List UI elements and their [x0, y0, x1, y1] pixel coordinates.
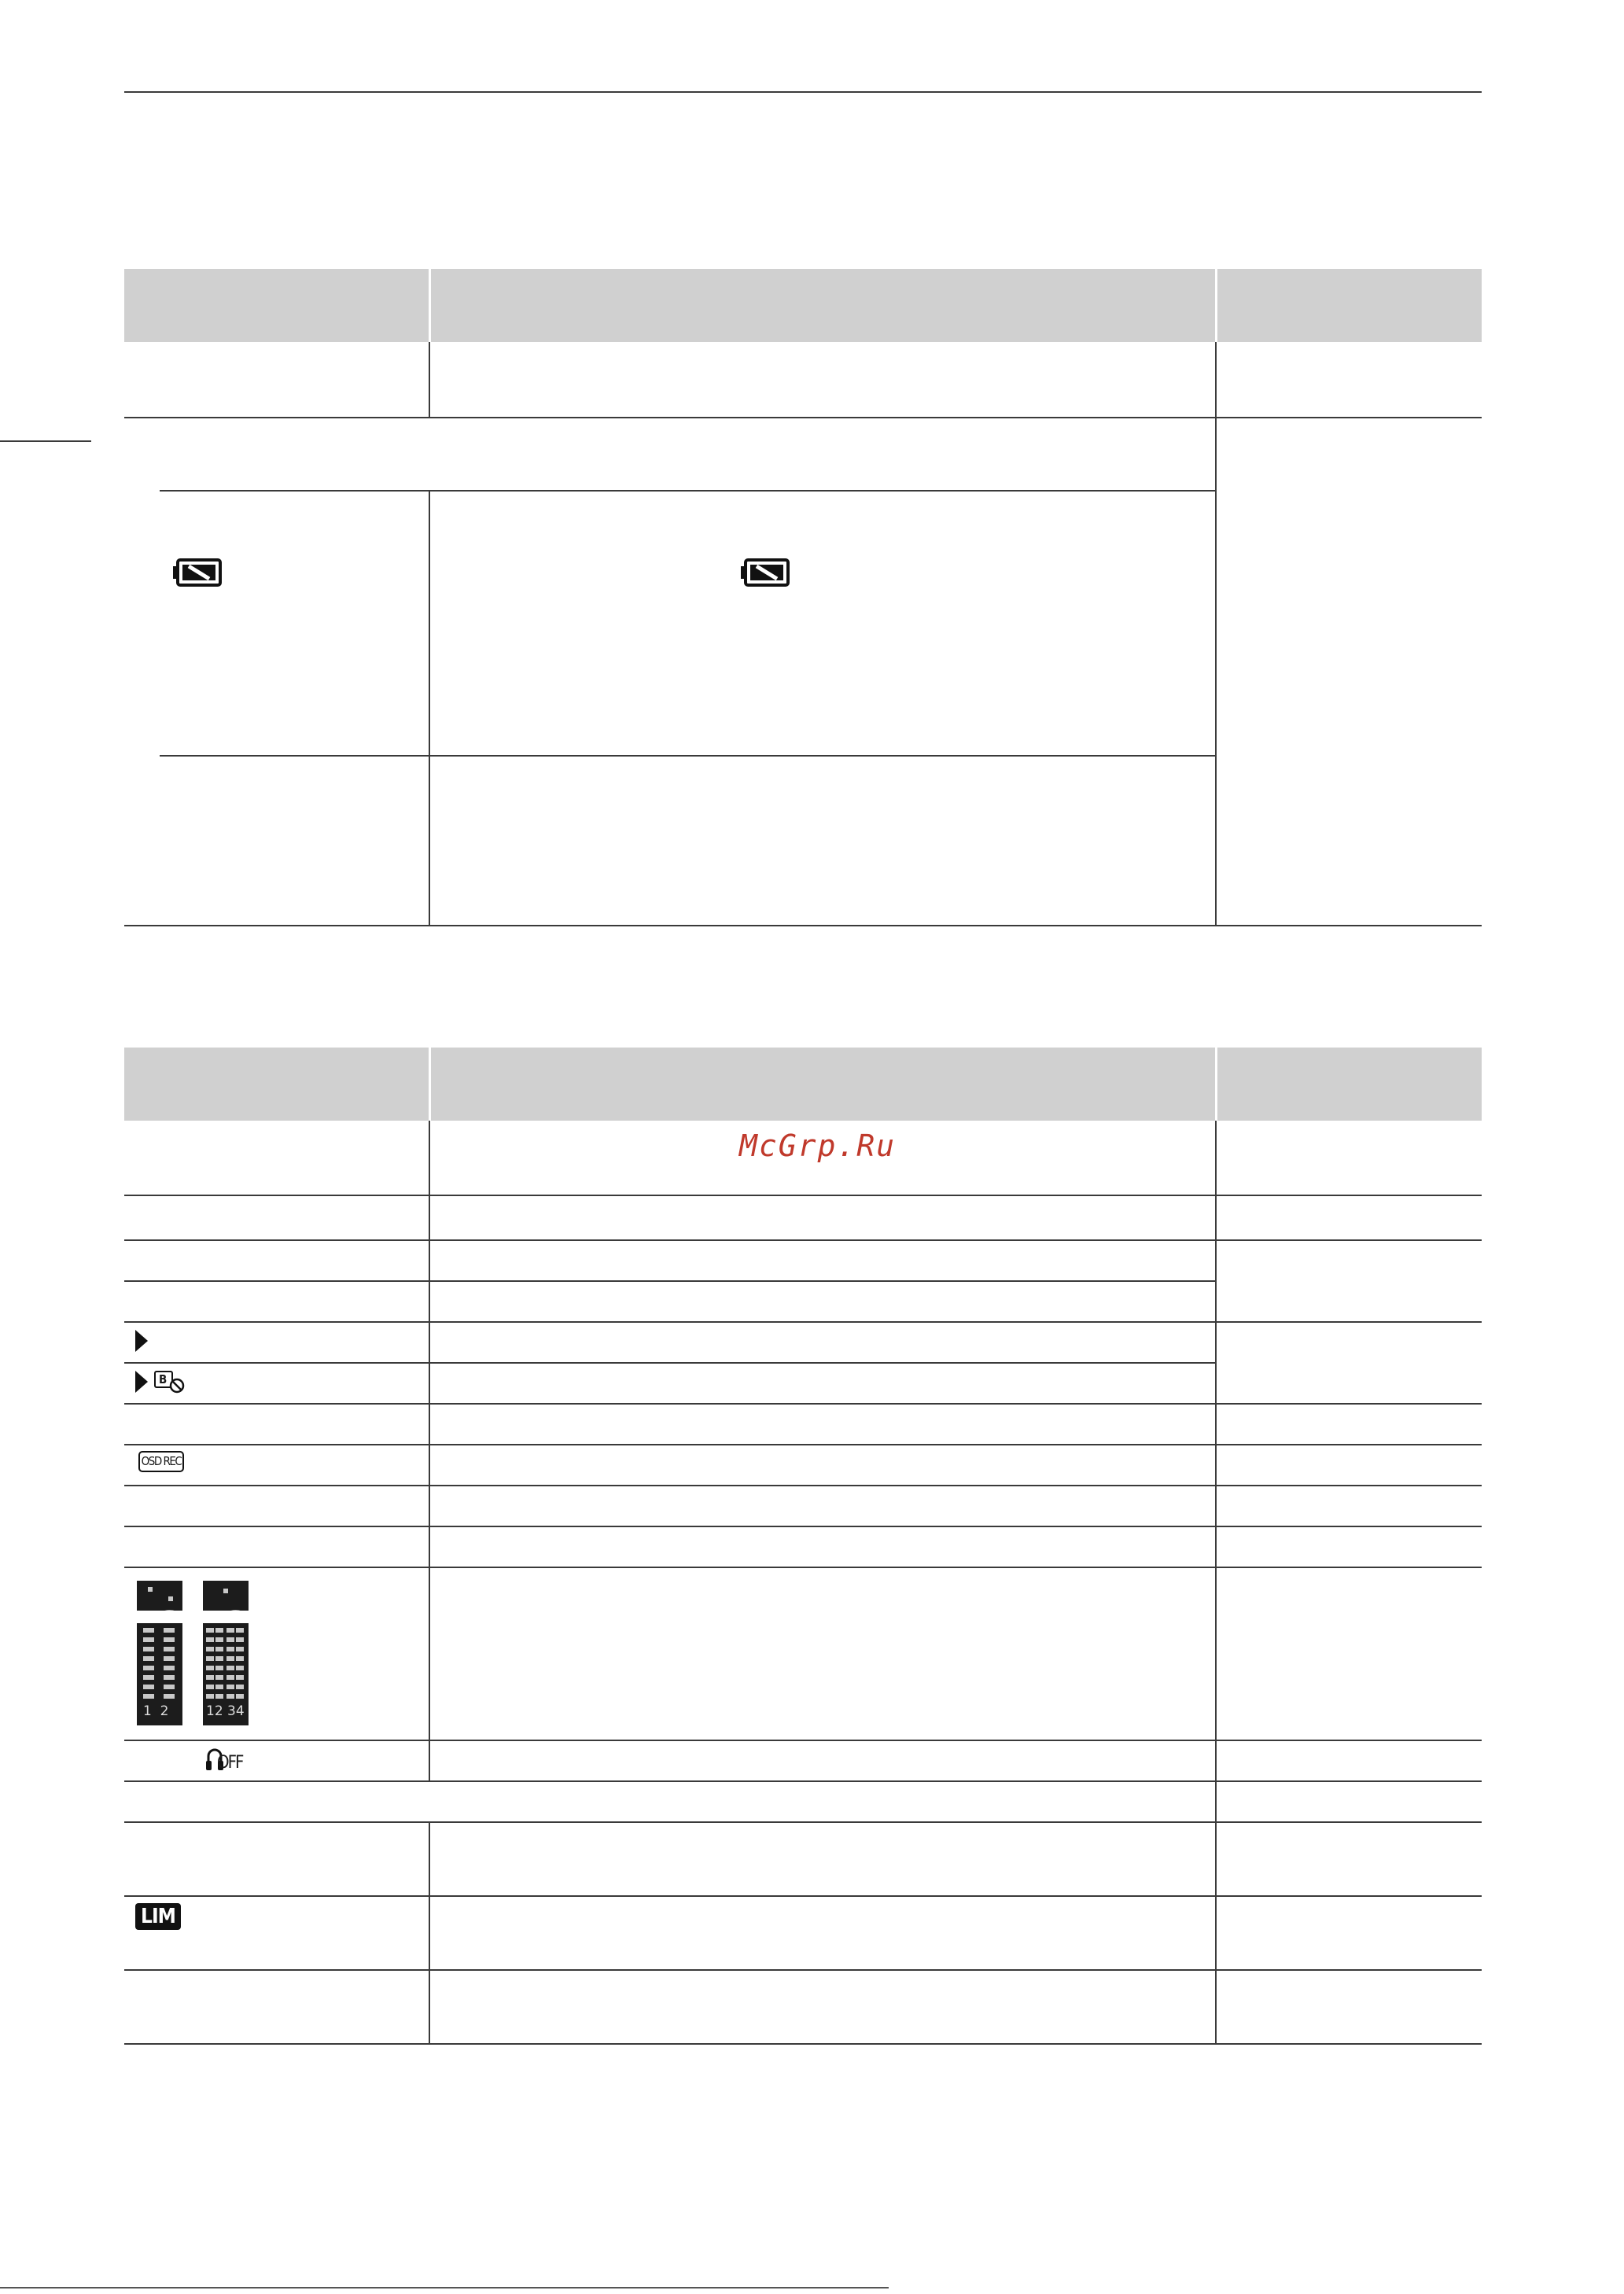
bars-off-letter: B: [159, 1372, 168, 1386]
margin-tab-rule: [0, 440, 91, 442]
play-triangle-icon: [135, 1371, 148, 1393]
table-2-row-rule: [124, 1362, 1216, 1364]
audio-meter-left-channels: 1 2: [143, 1703, 169, 1719]
headphones-off-label: OFF: [217, 1753, 243, 1773]
table-1-header: [124, 269, 1482, 342]
battery-empty-icon: [741, 558, 790, 587]
table-2-col-rule: [429, 1121, 430, 1782]
table-2-header-divider: [429, 1048, 431, 1121]
table-1-col-rule: [429, 490, 430, 925]
table-2-row-rule: [124, 1195, 1482, 1196]
table-2-row-rule: [124, 1780, 1482, 1782]
table-2-col-rule: [1215, 1121, 1217, 2045]
osd-rec-label: OSD REC: [141, 1454, 182, 1468]
table-1-row-rule: [160, 755, 1216, 757]
table-2-header-divider: [1215, 1048, 1217, 1121]
play-triangle-icon: [135, 1330, 148, 1352]
table-2-row-rule: [124, 1403, 1482, 1405]
page-top-rule: [124, 91, 1482, 93]
lim-label: LIM: [141, 1905, 175, 1928]
table-2-row-rule: [124, 1321, 1482, 1323]
bars-off-icon: [154, 1370, 186, 1394]
table-2-header: [124, 1048, 1482, 1121]
headphones-off-icon: [206, 1747, 250, 1775]
table-2-row-rule: [124, 1895, 1482, 1897]
table-1-header-divider: [429, 269, 431, 342]
watermark-text: McGrp.Ru: [739, 1129, 897, 1163]
lim-icon: [135, 1903, 181, 1930]
audio-meter-right-channels: 12 34: [206, 1703, 245, 1719]
table-2-row-rule: [124, 1239, 1482, 1241]
table-1-col-rule: [429, 342, 430, 417]
table-2-col-rule: [429, 1821, 430, 2045]
table-2-row-rule: [124, 1969, 1482, 1971]
table-2-row-rule: [124, 1444, 1482, 1445]
table-1-bottom-rule: [124, 925, 1482, 926]
battery-empty-icon: [173, 558, 222, 587]
table-2-row-rule: [124, 1280, 1216, 1282]
table-1-row-rule: [160, 490, 1216, 492]
table-2-bottom-rule: [124, 2043, 1482, 2045]
table-1-col-rule: [1215, 342, 1217, 925]
table-2-row-rule: [124, 1821, 1482, 1823]
table-1-row-rule: [124, 417, 1482, 418]
osd-rec-icon: [138, 1451, 184, 1472]
table-1-header-divider: [1215, 269, 1217, 342]
table-2-row-rule: [124, 1567, 1482, 1568]
page-bottom-rule: [0, 2287, 889, 2288]
table-2-row-rule: [124, 1740, 1482, 1741]
table-2-row-rule: [124, 1485, 1482, 1486]
table-2-row-rule: [124, 1526, 1482, 1527]
